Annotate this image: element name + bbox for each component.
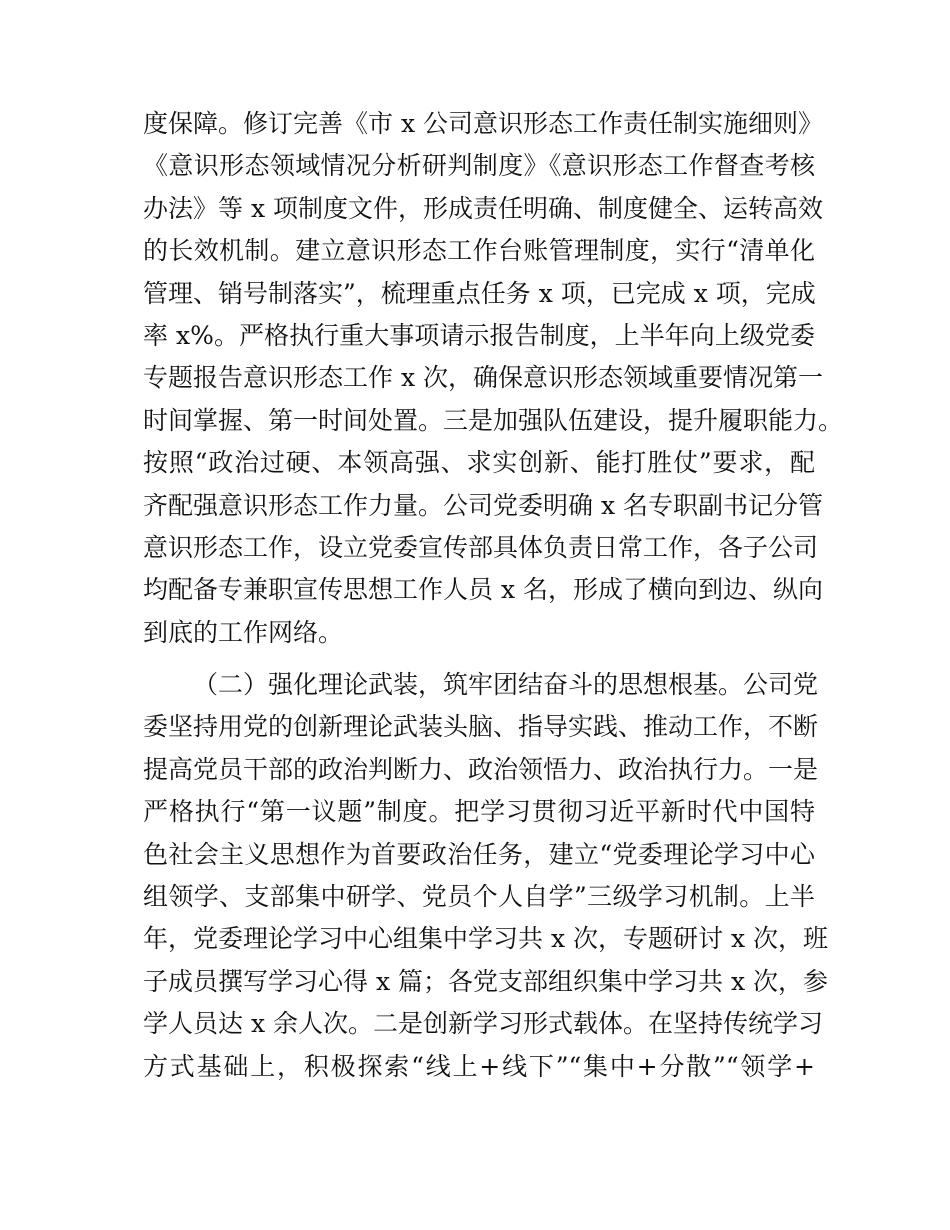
- text-line: 度保障。修订完善《市 x 公司意识形态工作责任制实施细则》: [143, 109, 823, 138]
- text-line: 专题报告意识形态工作 x 次，确保意识形态领域重要情况第一: [143, 363, 823, 393]
- text-line: 均配备专兼职宣传思想工作人员 x 名，形成了横向到边、纵向: [143, 575, 823, 605]
- text-line: 提高党员干部的政治判断力、政治领悟力、政治执行力。一是: [143, 754, 819, 784]
- text-line: 的长效机制。建立意识形态工作台账管理制度，实行“清单化: [143, 236, 815, 266]
- text-line: 管理、销号制落实”，梳理重点任务 x 项，已完成 x 项，完成: [143, 278, 816, 308]
- paragraph-1: [143, 103, 844, 654]
- text-line: 严格执行“第一议题”制度。把学习贯彻习近平新时代中国特: [143, 797, 815, 827]
- text-line: 时间掌握、第一时间处置。三是加强队伍建设，提升履职能力。: [143, 405, 844, 435]
- text-line: 子成员撰写学习心得 x 篇；各党支部组织集中学习共 x 次，参: [143, 966, 828, 996]
- paragraph-2: [143, 664, 828, 1088]
- text-line: 率 x%。严格执行重大事项请示报告制度，上半年向上级党委: [143, 320, 815, 350]
- text-line: 委坚持用党的创新理论武装头脑、指导实践、推动工作，不断: [143, 712, 819, 742]
- text-line: 年，党委理论学习中心组集中学习共 x 次，专题研讨 x 次，班: [143, 924, 828, 954]
- text-line: 齐配强意识形态工作力量。公司党委明确 x 名专职副书记分管: [143, 490, 823, 520]
- text-line: 方式基础上，积极探索“线上+线下”“集中+分散”“领学+: [143, 1051, 815, 1081]
- text-line: 《意识形态领域情况分析研判制度》《意识形态工作督查考核: [143, 151, 815, 181]
- section-heading-line: （二）强化理论武装，筑牢团结奋斗的思想根基。公司党: [193, 670, 819, 700]
- text-line: 按照“政治过硬、本领高强、求实创新、能打胜仗”要求，配: [143, 448, 815, 478]
- text-line: 色社会主义思想作为首要政治任务，建立“党委理论学习中心: [143, 839, 815, 869]
- text-line: 办法》等 x 项制度文件，形成责任明确、制度健全、运转高效: [143, 193, 823, 223]
- text-line: 意识形态工作，设立党委宣传部具体负责日常工作，各子公司: [143, 532, 819, 562]
- text-line: 学人员达 x 余人次。二是创新学习形式载体。在坚持传统学习: [143, 1009, 823, 1039]
- text-line: 到底的工作网络。: [143, 617, 344, 647]
- paragraph-spacer: [143, 654, 815, 664]
- body-text: [143, 103, 844, 1088]
- text-line: 组领学、支部集中研学、党员个人自学”三级学习机制。上半: [143, 882, 815, 912]
